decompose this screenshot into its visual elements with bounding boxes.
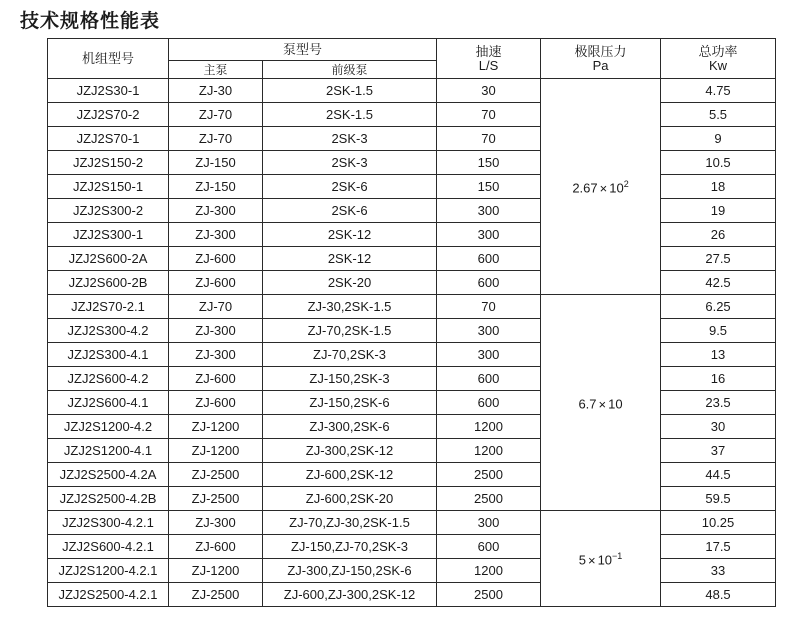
spec-table-body: [48, 39, 776, 607]
power-cell: 26: [661, 223, 776, 247]
backing-pump-cell: ZJ-70,ZJ-30,2SK-1.5: [263, 511, 437, 535]
power-cell: 44.5: [661, 463, 776, 487]
table-row: [48, 175, 776, 199]
model-cell: JZJ2S70-2: [48, 103, 169, 127]
model-cell: JZJ2S600-4.1: [48, 391, 169, 415]
speed-cell: 300: [437, 343, 541, 367]
model-cell: JZJ2S1200-4.1: [48, 439, 169, 463]
main-pump-cell: ZJ-300: [169, 343, 263, 367]
pressure-value: 5: [578, 552, 586, 568]
pressure-cell: [541, 79, 661, 295]
table-row: [48, 199, 776, 223]
model-cell: JZJ2S300-2: [48, 199, 169, 223]
power-cell: 9: [661, 127, 776, 151]
model-cell: JZJ2S70-2.1: [48, 295, 169, 319]
speed-cell: 1200: [437, 559, 541, 583]
pressure-cell: [541, 511, 661, 607]
table-row: [48, 343, 776, 367]
table-row: [48, 103, 776, 127]
model-cell: JZJ2S150-2: [48, 151, 169, 175]
power-cell: 10.5: [661, 151, 776, 175]
model-cell: JZJ2S600-2B: [48, 271, 169, 295]
power-cell: 30: [661, 415, 776, 439]
header-main-pump-label: 主泵: [203, 62, 228, 77]
speed-cell: 1200: [437, 415, 541, 439]
speed-cell: 1200: [437, 439, 541, 463]
header-speed-unit: L/S: [478, 57, 499, 73]
model-cell: JZJ2S600-4.2.1: [48, 535, 169, 559]
table-row: [48, 391, 776, 415]
speed-cell: 600: [437, 271, 541, 295]
main-pump-cell: ZJ-2500: [169, 487, 263, 511]
header-model-label: 机组型号: [81, 50, 134, 66]
backing-pump-cell: ZJ-70,2SK-3: [263, 343, 437, 367]
power-cell: 6.25: [661, 295, 776, 319]
backing-pump-cell: ZJ-150,ZJ-70,2SK-3: [263, 535, 437, 559]
main-pump-cell: ZJ-300: [169, 199, 263, 223]
model-cell: JZJ2S600-4.2: [48, 367, 169, 391]
header-backing-pump-label: 前级泵: [331, 62, 368, 77]
table-row: [48, 487, 776, 511]
backing-pump-cell: 2SK-3: [263, 127, 437, 151]
pressure-cell: [541, 295, 661, 511]
pressure-base: 10: [609, 180, 624, 196]
main-pump-cell: ZJ-600: [169, 535, 263, 559]
backing-pump-cell: ZJ-300,ZJ-150,2SK-6: [263, 559, 437, 583]
power-cell: 48.5: [661, 583, 776, 607]
backing-pump-cell: 2SK-6: [263, 199, 437, 223]
power-cell: 5.5: [661, 103, 776, 127]
pressure-value: 2.67: [572, 180, 598, 196]
backing-pump-cell: 2SK-3: [263, 151, 437, 175]
table-row: [48, 535, 776, 559]
header-pressure: [541, 39, 661, 79]
pressure-exponent: −1: [612, 551, 623, 562]
header-main-pump: [169, 61, 263, 79]
backing-pump-cell: 2SK-20: [263, 271, 437, 295]
backing-pump-cell: ZJ-300,2SK-6: [263, 415, 437, 439]
speed-cell: 600: [437, 247, 541, 271]
pressure-value: 6.7: [578, 396, 597, 412]
backing-pump-cell: ZJ-600,ZJ-300,2SK-12: [263, 583, 437, 607]
main-pump-cell: ZJ-300: [169, 319, 263, 343]
speed-cell: 600: [437, 391, 541, 415]
pressure-times: ×: [599, 180, 608, 196]
speed-cell: 300: [437, 511, 541, 535]
table-row: [48, 511, 776, 535]
header-pressure-unit: Pa: [592, 57, 609, 73]
backing-pump-cell: ZJ-30,2SK-1.5: [263, 295, 437, 319]
model-cell: JZJ2S1200-4.2.1: [48, 559, 169, 583]
backing-pump-cell: 2SK-6: [263, 175, 437, 199]
main-pump-cell: ZJ-1200: [169, 439, 263, 463]
power-cell: 9.5: [661, 319, 776, 343]
table-row: [48, 319, 776, 343]
header-pump-model-label: 泵型号: [283, 41, 323, 57]
model-cell: JZJ2S150-1: [48, 175, 169, 199]
model-cell: JZJ2S300-4.1: [48, 343, 169, 367]
speed-cell: 150: [437, 151, 541, 175]
header-speed: [437, 39, 541, 79]
backing-pump-cell: ZJ-600,2SK-20: [263, 487, 437, 511]
model-cell: JZJ2S2500-4.2.1: [48, 583, 169, 607]
speed-cell: 300: [437, 199, 541, 223]
table-row: [48, 127, 776, 151]
backing-pump-cell: 2SK-1.5: [263, 79, 437, 103]
backing-pump-cell: 2SK-12: [263, 223, 437, 247]
model-cell: JZJ2S300-4.2.1: [48, 511, 169, 535]
power-cell: 23.5: [661, 391, 776, 415]
speed-cell: 70: [437, 103, 541, 127]
table-row: [48, 79, 776, 103]
header-pump-model: [169, 39, 437, 61]
speed-cell: 70: [437, 295, 541, 319]
power-cell: 10.25: [661, 511, 776, 535]
spec-table: [47, 38, 776, 607]
backing-pump-cell: ZJ-70,2SK-1.5: [263, 319, 437, 343]
table-row: [48, 367, 776, 391]
model-cell: JZJ2S30-1: [48, 79, 169, 103]
speed-cell: 2500: [437, 583, 541, 607]
power-cell: 33: [661, 559, 776, 583]
main-pump-cell: ZJ-30: [169, 79, 263, 103]
model-cell: JZJ2S2500-4.2B: [48, 487, 169, 511]
main-pump-cell: ZJ-2500: [169, 583, 263, 607]
power-cell: 4.75: [661, 79, 776, 103]
main-pump-cell: ZJ-600: [169, 367, 263, 391]
power-cell: 19: [661, 199, 776, 223]
speed-cell: 2500: [437, 487, 541, 511]
backing-pump-cell: ZJ-300,2SK-12: [263, 439, 437, 463]
backing-pump-cell: ZJ-150,2SK-6: [263, 391, 437, 415]
speed-cell: 150: [437, 175, 541, 199]
model-cell: JZJ2S600-2A: [48, 247, 169, 271]
main-pump-cell: ZJ-150: [169, 151, 263, 175]
power-cell: 18: [661, 175, 776, 199]
pressure-times: ×: [598, 396, 607, 412]
backing-pump-cell: 2SK-1.5: [263, 103, 437, 127]
header-power: [661, 39, 776, 79]
model-cell: JZJ2S1200-4.2: [48, 415, 169, 439]
table-row: [48, 295, 776, 319]
main-pump-cell: ZJ-600: [169, 271, 263, 295]
table-row: [48, 463, 776, 487]
header-row-1: [48, 39, 776, 61]
main-pump-cell: ZJ-150: [169, 175, 263, 199]
speed-cell: 300: [437, 319, 541, 343]
backing-pump-cell: ZJ-600,2SK-12: [263, 463, 437, 487]
table-row: [48, 415, 776, 439]
backing-pump-cell: ZJ-150,2SK-3: [263, 367, 437, 391]
main-pump-cell: ZJ-1200: [169, 415, 263, 439]
model-cell: JZJ2S2500-4.2A: [48, 463, 169, 487]
main-pump-cell: ZJ-300: [169, 511, 263, 535]
power-cell: 13: [661, 343, 776, 367]
model-cell: JZJ2S300-4.2: [48, 319, 169, 343]
pressure-base: 10: [597, 552, 613, 568]
header-model: [48, 39, 169, 79]
pressure-exponent: 2: [623, 179, 629, 190]
power-cell: 17.5: [661, 535, 776, 559]
header-power-label: 总功率: [698, 43, 738, 59]
main-pump-cell: ZJ-70: [169, 127, 263, 151]
main-pump-cell: ZJ-600: [169, 247, 263, 271]
pressure-base: 10: [608, 396, 623, 412]
table-row: [48, 151, 776, 175]
power-cell: 27.5: [661, 247, 776, 271]
table-row: [48, 439, 776, 463]
table-row: [48, 559, 776, 583]
model-cell: JZJ2S70-1: [48, 127, 169, 151]
header-backing-pump: [263, 61, 437, 79]
model-cell: JZJ2S300-1: [48, 223, 169, 247]
power-cell: 37: [661, 439, 776, 463]
speed-cell: 600: [437, 535, 541, 559]
power-cell: 42.5: [661, 271, 776, 295]
speed-cell: 70: [437, 127, 541, 151]
table-row: [48, 271, 776, 295]
power-cell: 16: [661, 367, 776, 391]
table-row: [48, 247, 776, 271]
table-row: [48, 583, 776, 607]
speed-cell: 2500: [437, 463, 541, 487]
main-pump-cell: ZJ-1200: [169, 559, 263, 583]
backing-pump-cell: 2SK-12: [263, 247, 437, 271]
main-pump-cell: ZJ-300: [169, 223, 263, 247]
table-row: [48, 223, 776, 247]
speed-cell: 30: [437, 79, 541, 103]
main-pump-cell: ZJ-600: [169, 391, 263, 415]
header-pressure-label: 极限压力: [574, 43, 627, 59]
page-title: 技术规格性能表: [20, 10, 161, 32]
speed-cell: 300: [437, 223, 541, 247]
header-speed-label: 抽速: [475, 43, 502, 59]
main-pump-cell: ZJ-70: [169, 295, 263, 319]
main-pump-cell: ZJ-70: [169, 103, 263, 127]
power-cell: 59.5: [661, 487, 776, 511]
main-pump-cell: ZJ-2500: [169, 463, 263, 487]
pressure-times: ×: [587, 552, 596, 568]
speed-cell: 600: [437, 367, 541, 391]
header-power-unit: Kw: [708, 57, 728, 73]
